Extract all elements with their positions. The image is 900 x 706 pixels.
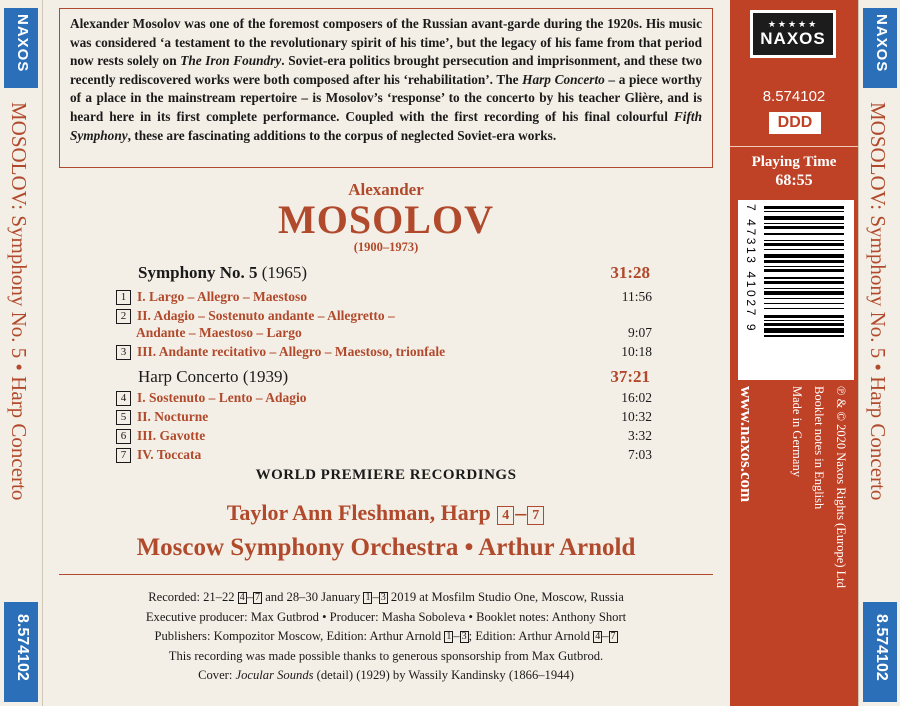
- track-time: 3:32: [627, 428, 652, 443]
- cover-title: Jocular Sounds: [235, 668, 314, 682]
- track-title-continued: Andante – Maestoso – Largo: [136, 325, 302, 340]
- text: Recorded: 21–22: [148, 590, 238, 604]
- dash: –: [372, 590, 379, 604]
- barcode: [738, 200, 854, 380]
- spine-catalog-badge-right: [863, 602, 897, 702]
- track-number: 5: [116, 410, 131, 425]
- text: ; Edition: Arthur Arnold: [468, 629, 594, 643]
- barcode-bar: [764, 308, 844, 309]
- spine-title: [6, 102, 31, 500]
- track-time: 9:07: [627, 325, 652, 340]
- spine-catalog-badge: [4, 602, 38, 702]
- barcode-bar: [764, 243, 844, 246]
- track-time: 10:32: [621, 409, 652, 424]
- ddd-badge: DDD: [769, 112, 821, 134]
- track-row: [116, 344, 652, 360]
- barcode-bar: [764, 320, 844, 321]
- work-year: (1939): [238, 367, 289, 386]
- track-time: 11:56: [621, 289, 652, 304]
- dash: –: [453, 629, 460, 643]
- spine-catalog-number: 8.574102: [14, 614, 31, 681]
- track-time: 7:03: [627, 447, 652, 462]
- premiere-heading: WORLD PREMIERE RECORDINGS: [255, 467, 517, 483]
- blurb-text-4: , these are fascinating additions to the corpus of neglected Soviet-era works.: [127, 127, 557, 143]
- recording-credits: [42, 588, 730, 686]
- barcode-bar: [764, 216, 844, 220]
- text: Cover:: [198, 668, 236, 682]
- blurb-em-fifth-symphony: Fifth Symphony: [70, 108, 702, 143]
- barcode-bars: [764, 206, 844, 374]
- blurb-text-2: . Soviet-era politics brought persecution and imprisonment, and these two recently rediscovered works were both composed after his ‘rehabilitation’. The: [70, 53, 703, 87]
- work-year: (1965): [257, 263, 308, 282]
- barcode-bar: [764, 223, 844, 224]
- composer-dates: (1900–1973): [353, 240, 419, 254]
- made-in-text: Made in Germany: [790, 386, 804, 477]
- dash: –: [246, 590, 254, 604]
- range-dash: –: [515, 500, 527, 525]
- credit-recorded: [42, 588, 730, 608]
- track-title: II. Adagio – Sostenuto andante – Allegretto –: [137, 308, 395, 323]
- track-row-continued: [116, 325, 652, 341]
- playing-time-value: 68:55: [775, 172, 813, 189]
- soloist-credit: [42, 500, 730, 526]
- track-box: 1: [365, 592, 371, 603]
- barcode-bar: [764, 291, 844, 295]
- barcode-bar: [764, 298, 844, 299]
- track-row: [116, 390, 652, 406]
- playing-time-label: Playing Time: [751, 154, 837, 170]
- work-total-time-harp: 37:21: [610, 367, 650, 386]
- dash: –: [602, 629, 609, 643]
- barcode-bar: [764, 249, 844, 250]
- band-catalog-number: 8.574102: [762, 88, 826, 105]
- track-number: 6: [116, 429, 131, 444]
- track-row: [116, 308, 652, 324]
- track-title: I. Largo – Allegro – Maestoso: [137, 289, 307, 304]
- track-title: III. Gavotte: [137, 428, 206, 443]
- soloist-name: Taylor Ann Fleshman, Harp: [226, 500, 491, 525]
- naxos-spine-badge-top-right: [863, 8, 897, 88]
- track-box: 7: [610, 631, 616, 642]
- barcode-bar: [764, 240, 844, 241]
- right-spine: [858, 0, 900, 706]
- barcode-bar: [764, 323, 844, 326]
- barcode-bar: [764, 277, 844, 278]
- spine-label-top: NAXOS: [14, 14, 31, 73]
- credit-sponsor: This recording was made possible thanks to generous sponsorship from Max Gutbrod.: [168, 648, 604, 663]
- website-link[interactable]: www.naxos.com: [737, 386, 756, 503]
- track-box: 3: [461, 631, 467, 642]
- credit-cover: [42, 666, 730, 686]
- work-title-symphony: [138, 263, 307, 283]
- track-number: 4: [116, 391, 131, 406]
- barcode-bar: [764, 226, 844, 229]
- track-row: [116, 409, 652, 425]
- barcode-bar: [764, 269, 844, 272]
- barcode-bar: [764, 303, 844, 304]
- barcode-bar: [764, 211, 844, 212]
- barcode-bar: [764, 281, 844, 284]
- work-total-time-symphony: 31:28: [610, 263, 650, 282]
- barcode-bar: [764, 335, 844, 336]
- naxos-spine-badge-top: [4, 8, 38, 88]
- track-box: 3: [380, 592, 386, 603]
- track-box: 1: [446, 631, 452, 642]
- work-name: Symphony No. 5: [138, 263, 258, 282]
- credit-producers: Executive producer: Max Gutbrod • Producer: Masha Soboleva • Booklet notes: Anthony Short: [145, 609, 627, 624]
- work-name: Harp Concerto: [138, 367, 239, 386]
- track-number: 7: [527, 506, 544, 525]
- blurb-text-3: – a piece worthy of a place in the mainstream repertoire – is Mosolov’s ‘response’ to the concerto by his teacher Glière, and is heard here in its first complete performance. Coupled with the first recording of his final colourful: [70, 71, 702, 124]
- track-number: 1: [116, 290, 131, 305]
- logo-stars-icon: ★★★★★: [767, 19, 819, 29]
- track-number: 7: [116, 448, 131, 463]
- booklet-language: Booklet notes in English: [812, 386, 826, 510]
- credit-publishers: [42, 627, 730, 647]
- naxos-logo-inner: [753, 13, 833, 55]
- description-blurb: [59, 8, 713, 168]
- logo-word: NAXOS: [760, 29, 826, 48]
- barcode-bar: [764, 266, 844, 267]
- naxos-logo: [750, 10, 836, 58]
- main-panel: [42, 0, 730, 706]
- track-number: 3: [116, 345, 131, 360]
- text: (detail) (1929) by Wassily Kandinsky (1866–1944): [313, 668, 574, 682]
- red-band: [730, 0, 858, 706]
- track-title: II. Nocturne: [137, 409, 209, 424]
- barcode-bar: [764, 328, 844, 332]
- text: 2019 at Mosfilm Studio One, Moscow, Russia: [387, 590, 624, 604]
- track-number: 4: [497, 506, 514, 525]
- spine-label-top: NAXOS: [873, 14, 890, 73]
- barcode-bar: [764, 260, 844, 263]
- blurb-em-harp-concerto: Harp Concerto: [522, 71, 605, 87]
- barcode-bar: [764, 206, 844, 209]
- text: Publishers: Kompozitor Moscow, Edition: Arthur Arnold: [154, 629, 445, 643]
- track-box: 4: [595, 631, 601, 642]
- track-title: IV. Toccata: [137, 447, 202, 462]
- spine-title-right: MOSOLOV: Symphony No. 5 • Harp Concerto: [866, 102, 890, 501]
- blurb-text-1: Alexander Mosolov was one of the foremost composers of the Russian avant-garde during the 1920s. His music was considered ‘a testament to the revolutionary spirit of his time’, but the legacy of his fame from that period now rests solely on: [70, 16, 702, 69]
- track-box: 7: [255, 592, 261, 603]
- spine-catalog-number: 8.574102: [873, 614, 890, 681]
- barcode-bar: [764, 254, 844, 258]
- blurb-em-iron-foundry: The Iron Foundry: [180, 53, 282, 69]
- composer-first-name: Alexander: [348, 180, 424, 199]
- work-title-harp-concerto: [138, 367, 288, 387]
- barcode-bar: [764, 315, 844, 318]
- barcode-bar: [764, 288, 844, 289]
- composer-last-name: MOSOLOV: [278, 197, 494, 242]
- track-number: 2: [116, 309, 131, 324]
- band-divider: [730, 146, 858, 147]
- track-box: 4: [239, 592, 245, 603]
- barcode-bar: [764, 233, 844, 234]
- track-row: [116, 289, 652, 305]
- divider: [59, 574, 713, 575]
- barcode-digits: 7 47313 41027 9: [744, 204, 758, 334]
- orchestra-conductor: Moscow Symphony Orchestra • Arthur Arnold: [136, 534, 636, 561]
- track-row: [116, 428, 652, 444]
- track-time: 10:18: [621, 344, 652, 359]
- copyright-text: ℗ & © 2020 Naxos Rights (Europe) Ltd: [834, 386, 848, 588]
- spine-title-text: MOSOLOV: Symphony No. 5 • Harp Concerto: [7, 102, 31, 501]
- track-time: 16:02: [621, 390, 652, 405]
- track-title: III. Andante recitativo – Allegro – Maestoso, trionfale: [137, 344, 446, 359]
- track-row: [116, 447, 652, 463]
- left-spine: [0, 0, 43, 706]
- track-title: I. Sostenuto – Lento – Adagio: [137, 390, 307, 405]
- text: and 28–30 January: [262, 590, 364, 604]
